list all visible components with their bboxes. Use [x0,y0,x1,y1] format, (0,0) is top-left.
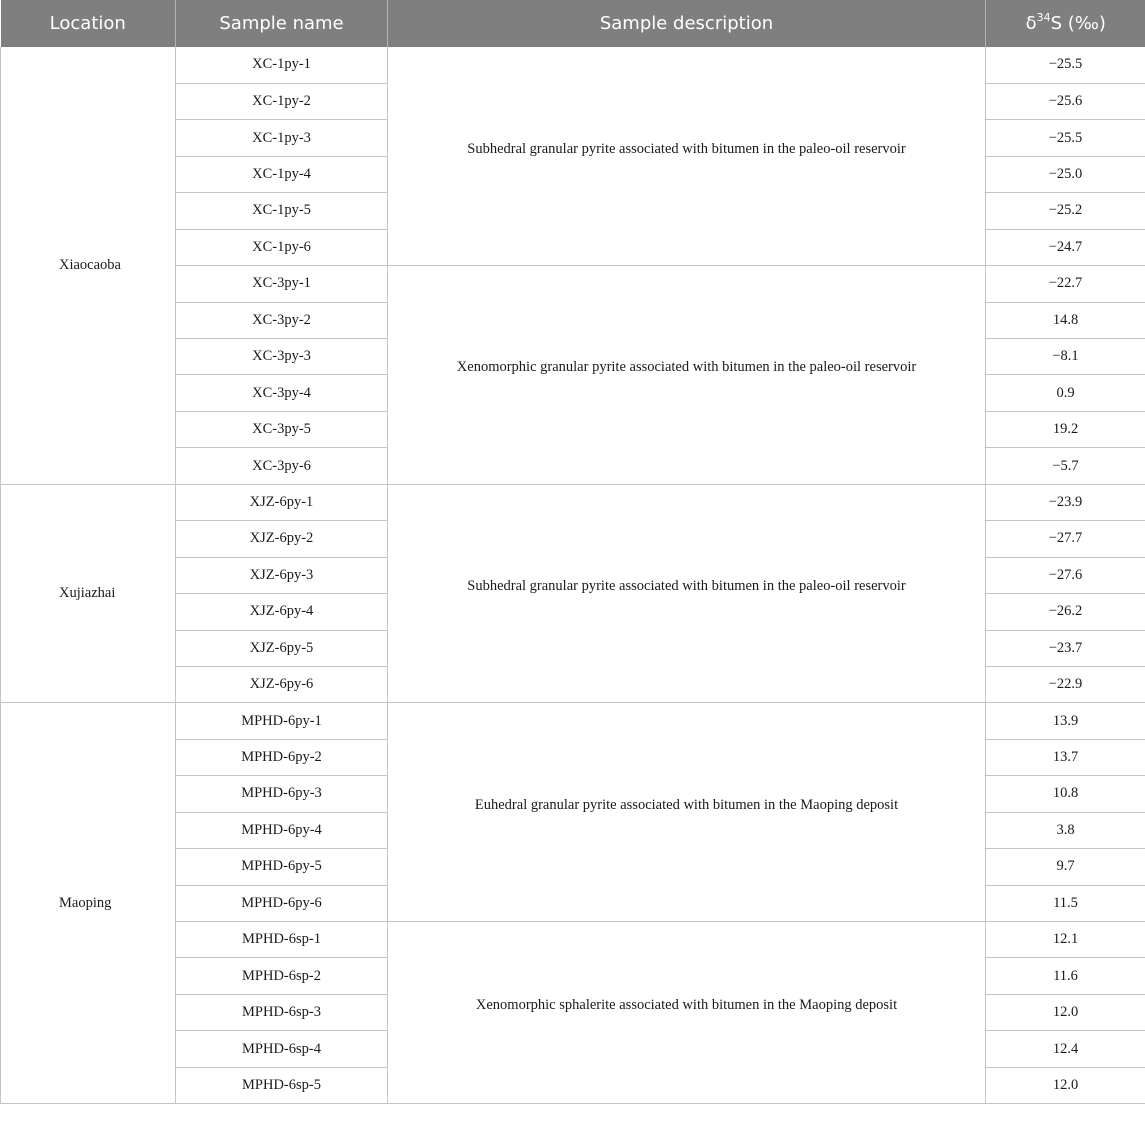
delta-34s-value-cell: −27.7 [986,521,1145,557]
sample-description-cell: Xenomorphic sphalerite associated with bitumen in the Maoping deposit [388,922,986,1104]
header-delta-suffix: S (‰) [1050,13,1106,34]
sample-description-cell: Euhedral granular pyrite associated with bitumen in the Maoping deposit [388,703,986,922]
delta-34s-value-cell: 11.5 [986,885,1145,921]
sample-name-cell: XC-3py-5 [176,411,388,447]
delta-34s-value-cell: 13.7 [986,739,1145,775]
delta-34s-value-cell: −8.1 [986,339,1145,375]
sample-name-cell: XJZ-6py-6 [176,666,388,702]
delta-34s-value-cell: 10.8 [986,776,1145,812]
sample-name-cell: XJZ-6py-2 [176,521,388,557]
sample-description-cell: Subhedral granular pyrite associated with bitumen in the paleo-oil reservoir [388,484,986,703]
delta-34s-value-cell: −25.0 [986,156,1145,192]
header-sample-description: Sample description [388,0,986,47]
delta-34s-value-cell: 0.9 [986,375,1145,411]
delta-34s-value-cell: 11.6 [986,958,1145,994]
sample-name-cell: MPHD-6py-1 [176,703,388,739]
sample-name-cell: XC-3py-1 [176,266,388,302]
table-row [1,703,1145,739]
sample-name-cell: MPHD-6py-3 [176,776,388,812]
header-sample-name: Sample name [176,0,388,47]
header-row [1,0,1145,47]
delta-34s-value-cell: 9.7 [986,849,1145,885]
header-delta-34s [986,0,1145,47]
sample-name-cell: XC-3py-3 [176,339,388,375]
sample-name-cell: XC-3py-6 [176,448,388,484]
sample-name-cell: MPHD-6sp-4 [176,1031,388,1067]
delta-34s-value-cell: −23.9 [986,484,1145,520]
delta-34s-value-cell: −24.7 [986,229,1145,265]
delta-34s-value-cell: 12.0 [986,994,1145,1030]
location-cell: Xiaocaoba [1,47,176,484]
table-row [1,484,1145,520]
delta-34s-value-cell: 12.1 [986,922,1145,958]
delta-34s-value-cell: −26.2 [986,594,1145,630]
sample-name-cell: XJZ-6py-1 [176,484,388,520]
delta-34s-value-cell: −25.6 [986,83,1145,119]
header-delta-prefix: δ [1025,13,1037,34]
sample-name-cell: XC-1py-3 [176,120,388,156]
sample-name-cell: XJZ-6py-3 [176,557,388,593]
sample-name-cell: MPHD-6sp-2 [176,958,388,994]
delta-34s-value-cell: 3.8 [986,812,1145,848]
sample-name-cell: MPHD-6sp-1 [176,922,388,958]
delta-34s-value-cell: 12.0 [986,1067,1145,1103]
sample-name-cell: MPHD-6py-4 [176,812,388,848]
sample-name-cell: MPHD-6sp-3 [176,994,388,1030]
location-cell: Xujiazhai [1,484,176,703]
location-cell: Maoping [1,703,176,1104]
delta-34s-value-cell: −25.5 [986,47,1145,83]
sample-description-cell: Xenomorphic granular pyrite associated with bitumen in the paleo-oil reservoir [388,266,986,485]
delta-34s-value-cell: 12.4 [986,1031,1145,1067]
header-delta-sup: 34 [1036,11,1051,24]
sample-name-cell: XC-1py-2 [176,83,388,119]
delta-34s-value-cell: 14.8 [986,302,1145,338]
delta-34s-value-cell: −27.6 [986,557,1145,593]
sample-name-cell: XJZ-6py-4 [176,594,388,630]
delta-34s-value-cell: 19.2 [986,411,1145,447]
sample-name-cell: MPHD-6py-5 [176,849,388,885]
delta-34s-value-cell: −25.2 [986,193,1145,229]
sample-name-cell: XC-1py-4 [176,156,388,192]
sample-description-cell: Subhedral granular pyrite associated with bitumen in the paleo-oil reservoir [388,47,986,266]
sample-name-cell: MPHD-6py-6 [176,885,388,921]
table-body [1,47,1145,1104]
sample-name-cell: XC-1py-5 [176,193,388,229]
header-location: Location [1,0,176,47]
delta-34s-value-cell: −22.9 [986,666,1145,702]
delta-34s-value-cell: −22.7 [986,266,1145,302]
delta-34s-value-cell: 13.9 [986,703,1145,739]
delta-34s-value-cell: −5.7 [986,448,1145,484]
sample-name-cell: MPHD-6py-2 [176,739,388,775]
delta-34s-value-cell: −23.7 [986,630,1145,666]
sample-name-cell: XC-1py-6 [176,229,388,265]
sample-name-cell: XJZ-6py-5 [176,630,388,666]
table-row [1,47,1145,83]
sample-name-cell: MPHD-6sp-5 [176,1067,388,1103]
delta-34s-value-cell: −25.5 [986,120,1145,156]
sample-name-cell: XC-3py-2 [176,302,388,338]
sample-name-cell: XC-3py-4 [176,375,388,411]
sample-name-cell: XC-1py-1 [176,47,388,83]
